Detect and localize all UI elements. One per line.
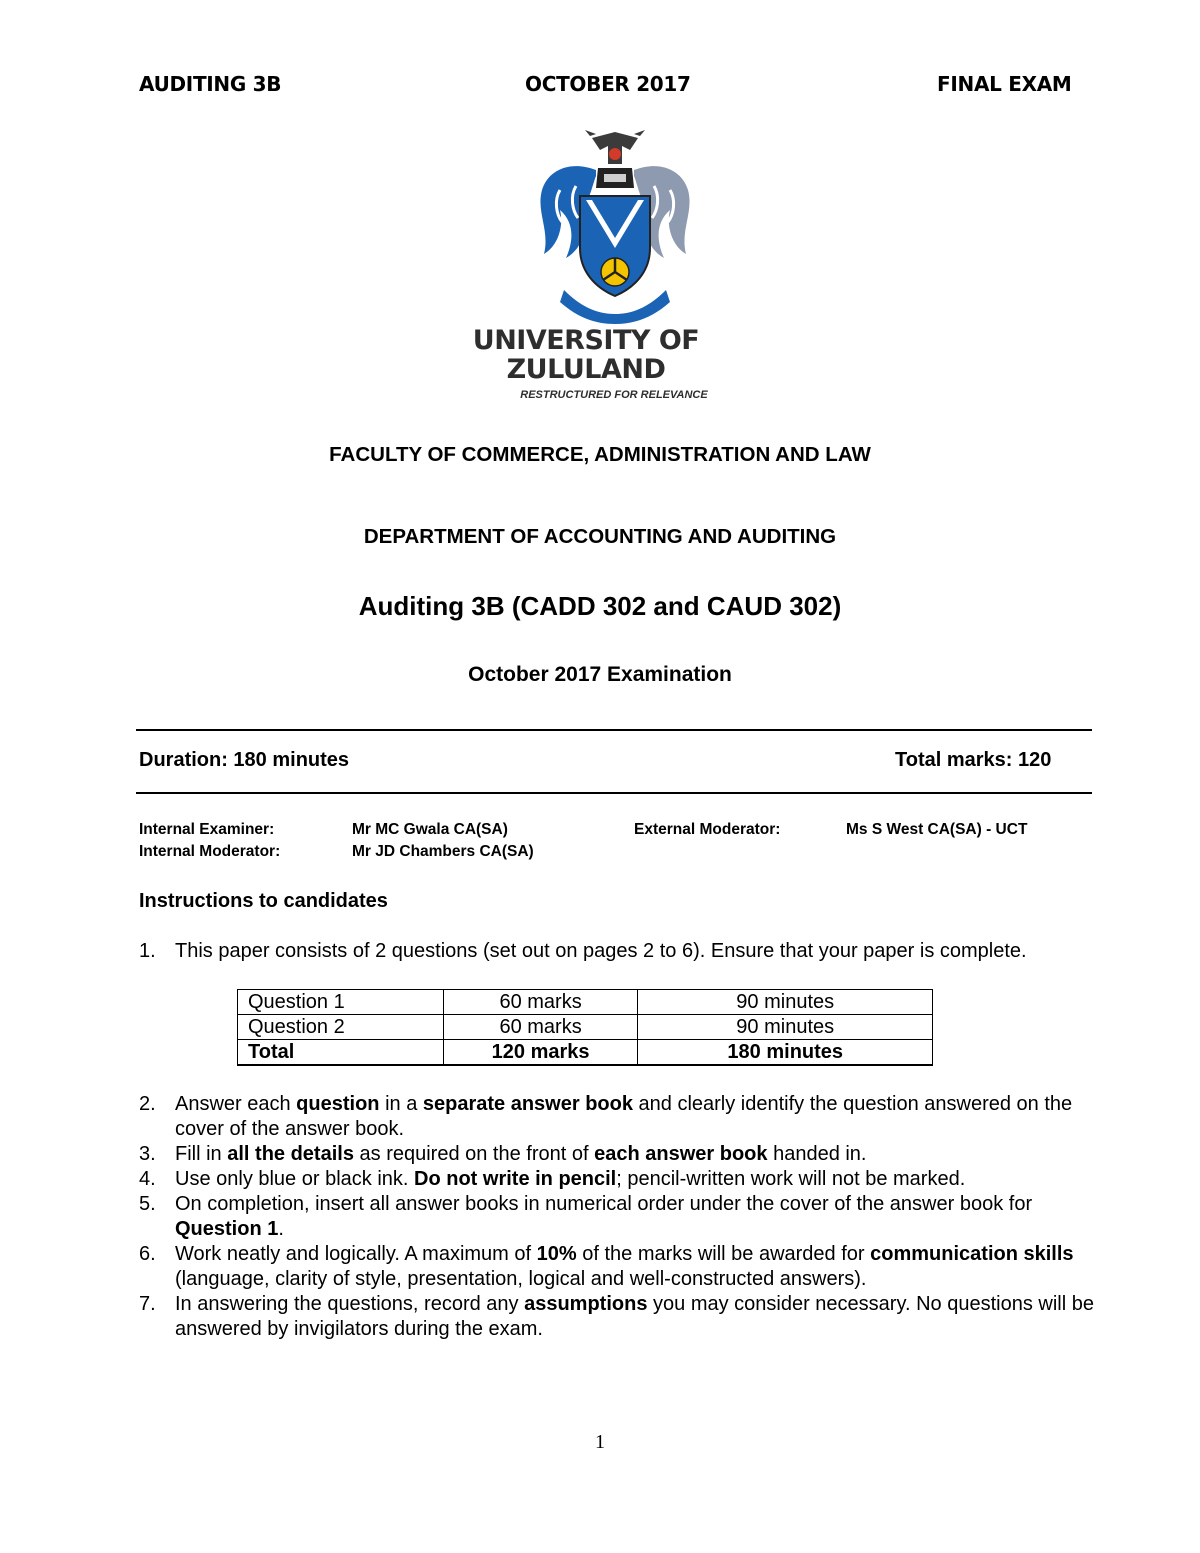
- emphasis-text: 10%: [536, 1243, 577, 1265]
- table-cell: 90 minutes: [638, 1015, 933, 1040]
- table-cell: 60 marks: [443, 1015, 638, 1040]
- instruction-number: 5.: [139, 1193, 156, 1215]
- header-date: OCTOBER 2017: [525, 72, 691, 96]
- table-row: [238, 1015, 933, 1040]
- logo-line-1: UNIVERSITY OF: [472, 325, 700, 356]
- page-number: 1: [595, 1431, 605, 1453]
- emphasis-text: Question 1: [175, 1218, 279, 1240]
- instruction-text: in a: [379, 1093, 423, 1115]
- exam-total-marks: Total marks: 120: [895, 749, 1052, 771]
- table-row: [238, 990, 933, 1015]
- instruction-text: and clearly identify the question answered on the cover of the answer book.: [175, 1093, 1073, 1140]
- instructions-heading: Instructions to candidates: [139, 890, 388, 912]
- instruction-text: Use only blue or black ink.: [175, 1168, 415, 1190]
- table-cell: Total: [238, 1040, 444, 1066]
- emphasis-text: assumptions: [524, 1293, 648, 1315]
- instruction-number: 3.: [139, 1143, 156, 1165]
- internal-examiner-label: Internal Examiner:: [139, 821, 275, 838]
- instruction-text: you may consider necessary. No questions will be answered by invigilators during the exam.: [175, 1293, 1094, 1340]
- table-cell: Question 1: [238, 990, 444, 1015]
- logo-line-2: ZULULAND: [506, 354, 666, 385]
- header-course: AUDITING 3B: [139, 72, 282, 96]
- course-title: Auditing 3B (CADD 302 and CAUD 302): [358, 591, 842, 621]
- instructions-list: [139, 1092, 1094, 1342]
- instruction-1: [139, 940, 1099, 963]
- table-cell: 60 marks: [443, 990, 638, 1015]
- question-marks-table: [237, 989, 933, 1066]
- list-item: [139, 1192, 1094, 1242]
- department-name: DEPARTMENT OF ACCOUNTING AND AUDITING: [363, 525, 837, 548]
- bottom-rule: [136, 792, 1092, 794]
- header-exam-type: FINAL EXAM: [937, 72, 1072, 96]
- university-crest-logo: [530, 130, 700, 325]
- instruction-number: 6.: [139, 1243, 156, 1265]
- instruction-number: 1.: [139, 940, 156, 962]
- instruction-text: In answering the questions, record any: [175, 1293, 525, 1315]
- instruction-text: (language, clarity of style, presentation, logical and well-constructed answers).: [175, 1268, 867, 1290]
- instruction-text: Answer each: [175, 1093, 297, 1115]
- exam-title: October 2017 Examination: [468, 663, 732, 686]
- instruction-number: 7.: [139, 1293, 156, 1315]
- faculty-name: FACULTY OF COMMERCE, ADMINISTRATION AND LAW: [329, 443, 871, 466]
- instruction-number: 2.: [139, 1093, 156, 1115]
- instruction-text: as required on the front of: [353, 1143, 595, 1165]
- table-cell: 180 minutes: [638, 1040, 933, 1066]
- internal-moderator-label: Internal Moderator:: [139, 843, 281, 860]
- exam-duration: Duration: 180 minutes: [139, 749, 350, 771]
- list-item: [139, 1092, 1094, 1142]
- instruction-text: This paper consists of 2 questions (set out on pages 2 to 6). Ensure that your paper is complete.: [175, 940, 1027, 962]
- external-moderator-label: External Moderator:: [634, 821, 781, 838]
- instruction-text: Work neatly and logically. A maximum of: [175, 1243, 537, 1265]
- emphasis-text: question: [296, 1093, 380, 1115]
- table-row: [238, 1040, 933, 1066]
- emphasis-text: all the details: [227, 1143, 354, 1165]
- external-moderator-name: Ms S West CA(SA) - UCT: [846, 821, 1028, 838]
- instruction-number: 4.: [139, 1168, 156, 1190]
- emphasis-text: communication skills: [870, 1243, 1074, 1265]
- emphasis-text: each answer book: [594, 1143, 768, 1165]
- table-cell: Question 2: [238, 1015, 444, 1040]
- logo-tagline: RESTRUCTURED FOR RELEVANCE: [520, 389, 708, 401]
- instruction-text: handed in.: [767, 1143, 867, 1165]
- list-item: [139, 1142, 1094, 1167]
- instruction-text: of the marks will be awarded for: [576, 1243, 871, 1265]
- table-cell: 120 marks: [443, 1040, 638, 1066]
- table-cell: 90 minutes: [638, 990, 933, 1015]
- emphasis-text: separate answer book: [422, 1093, 633, 1115]
- internal-moderator-name: Mr JD Chambers CA(SA): [352, 843, 534, 860]
- list-item: [139, 1242, 1094, 1292]
- top-rule: [136, 729, 1092, 731]
- instruction-text: Fill in: [175, 1143, 228, 1165]
- emphasis-text: Do not write in pencil: [414, 1168, 617, 1190]
- instruction-text: .: [278, 1218, 284, 1240]
- list-item: [139, 1167, 1094, 1192]
- internal-examiner-name: Mr MC Gwala CA(SA): [352, 821, 508, 838]
- list-item: [139, 1292, 1094, 1342]
- instruction-text: On completion, insert all answer books in numerical order under the cover of the answer book for: [175, 1193, 1033, 1215]
- instruction-text: ; pencil-written work will not be marked.: [616, 1168, 966, 1190]
